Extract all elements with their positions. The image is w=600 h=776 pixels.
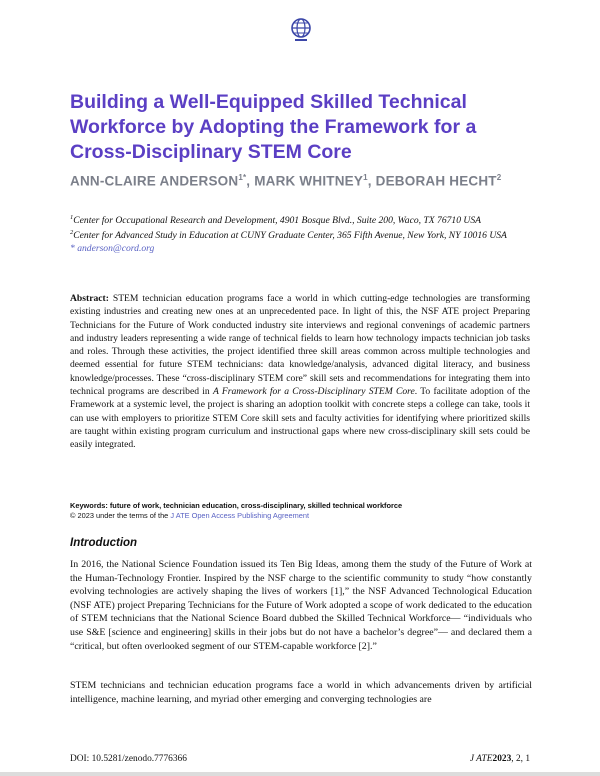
affiliation-text: Center for Occupational Research and Development, 4901 Bosque Blvd., Suite 200, Waco, TX 76710 USA — [73, 215, 482, 227]
abstract-italic-title: A Framework for a Cross-Disciplinary STEM Core — [212, 386, 415, 398]
copyright-line — [70, 511, 540, 521]
email-mark: * — [70, 242, 75, 254]
footer-journal — [470, 754, 530, 764]
publishing-agreement-link[interactable]: J ATE Open Access Publishing Agreement — [170, 511, 310, 520]
affiliation-1 — [70, 212, 540, 227]
keywords-block — [70, 501, 540, 521]
paper-title: Building a Well-Equipped Skilled Technical Workforce by Adopting the Framework for a Cross-Disciplinary STEM Core — [70, 91, 477, 163]
keywords-line — [70, 501, 540, 511]
journal-year: 2023 — [492, 754, 512, 764]
journal-volume-issue: , 2, 1 — [511, 754, 530, 764]
affiliation-number: 1 — [70, 214, 74, 221]
author-name: ANN-CLAIRE ANDERSON — [70, 173, 239, 189]
body-paragraph: STEM technicians and technician education programs face a world in which advancements driven by artificial intelligence, machine learning, and myriad other emerging and converging technologies are — [70, 680, 532, 705]
journal-logo — [289, 16, 313, 44]
affiliation-2 — [70, 227, 540, 242]
author-superscript: 1 — [363, 173, 368, 182]
author-superscript: 1* — [238, 173, 247, 182]
journal-name: J ATE — [469, 754, 493, 764]
page-bottom-bar — [0, 772, 600, 776]
globe-logo-icon — [289, 16, 313, 44]
author-separator: , — [367, 173, 376, 189]
affiliation-text: Center for Advanced Study in Education at CUNY Graduate Center, 365 Fifth Avenue, New York, NY 10016 USA — [73, 230, 507, 242]
author-superscript: 2 — [496, 173, 502, 182]
copyright-text: © 2023 under the terms of the — [70, 511, 171, 520]
author-separator: , — [246, 173, 255, 189]
section-heading: Introduction — [70, 537, 138, 549]
abstract-label: Abstract: — [70, 293, 109, 304]
footer-doi: DOI: 10.5281/zenodo.7776366 — [70, 754, 187, 764]
body-paragraph: In 2016, the National Science Foundation issued its Ten Big Ideas, among them the study of the Future of Work at the Human-Technology Frontier. Inspired by the NSF charge to the scientific community to study “how constantly evolving technologies are actively shaping the lives of workers [1],” the NSF Advanced Technological Education (NSF ATE) project Preparing Technicians for the Future of Work adopted a scope of work dedicated to the education of STEM technicians that the National Science Board dubbed the Skilled Technical Workforce— “individuals who use S&E [science and engineering] skills in their jobs but do not have a bachelor’s degree”— and declared them a “critical, but often overlooked segment of our STEM-capable workforce [2].” — [70, 559, 532, 652]
author-name: DEBORAH HECHT — [375, 173, 497, 189]
keywords-value: future of work, technician education, cross-disciplinary, skilled technical workforce — [107, 501, 403, 510]
author-name: MARK WHITNEY — [254, 173, 364, 189]
abstract-text: STEM technician education programs face a world in which cutting-edge technologies are transforming existing industries and creating new ones at an unprecedented pace. In light of this, the NSF ATE project Preparing Technicians for the Future of Work conducted industry site interviews and regional convenings of academic partners and industry leaders representing a wide range of technical fields to learn how technology impacts technician job tasks and roles. Through these activities, the project identified three skill areas common across multiple technologies and deemed essential for future STEM technicians: data knowledge/analysis, advanced digital literacy, and business knowledge/processes. These “cross-disciplinary STEM core” skill sets and recommendations for integrating them into technical programs are described in — [70, 293, 530, 398]
abstract — [70, 292, 530, 452]
author-list — [70, 168, 540, 191]
email-link[interactable]: anderson@cord.org — [74, 242, 155, 254]
affiliations — [70, 212, 540, 255]
abstract-text: . To facilitate adoption of the Framework at a systemic level, the project is sharing an adoption toolkit with concrete steps a college can take, tools it can use with employers to prioritize STEM Core skill sets and faculty activities for identifying where prioritized skills are taught within existing program curriculum and instructional gaps where new cross-disciplinary skill sets could be easily integrated. — [70, 386, 530, 451]
corresponding-email — [70, 243, 540, 255]
keywords-label: Keywords: — [70, 501, 108, 510]
affiliation-number: 2 — [70, 229, 74, 237]
